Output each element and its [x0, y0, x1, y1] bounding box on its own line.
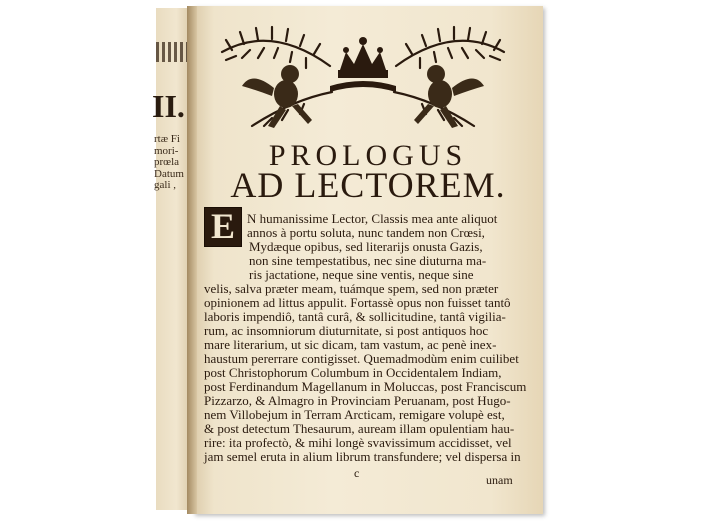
book-gutter — [187, 6, 197, 514]
left-page-line: mori- — [154, 144, 179, 157]
catchword: unam — [486, 473, 513, 487]
body-line: annos à portu soluta, nunc tandem non Crœsi, — [247, 225, 485, 240]
body-line: mare literarium, ut sic dicam, tam vastum, ac penè inex- — [204, 337, 497, 352]
left-page-text — [154, 134, 184, 192]
left-page-heading: II. — [152, 88, 185, 124]
left-page-line: rtæ Fi — [154, 133, 180, 145]
body-line: velis, salva præter meam, tuámque spem, sed non præter — [204, 281, 499, 296]
ornamental-drop-cap — [204, 207, 242, 247]
body-line: non sine tempestatibus, nec sine diuturna ma- — [249, 253, 487, 268]
body-line: post Ferdinandum Magellanum in Moluccas, post Franciscum — [204, 379, 527, 394]
cherub-right — [414, 65, 484, 128]
body-line: rum, ac insomniorum diuturnitate, si post antiquos hoc — [204, 323, 489, 338]
body-line: haustum pererrare contigisset. Quemadmodùm enim cuilibet — [204, 351, 519, 366]
left-page-line: prœla — [154, 156, 180, 168]
body-line: Pizzarzo, & Almagro in Provinciam Peruanam, post Hugo- — [204, 393, 511, 408]
body-line: laboris impendiô, tantâ curâ, & sollicitudine, tantâ vigilia- — [204, 309, 506, 324]
body-line: jam semel eruta in alium librum transfundere; vel dispersa in — [204, 449, 521, 464]
body-line: post Christophorum Columbum in Occidentalem Indiam, — [204, 365, 502, 380]
body-line: Mydæque opibus, sed literarijs onusta Gazis, — [249, 239, 483, 254]
left-page-line: gali , — [154, 179, 176, 191]
body-line: ris jactatione, neque sine ventis, neque sine — [249, 267, 474, 282]
prologus-title: PROLOGUS — [268, 139, 468, 172]
drop-cap-letter: E — [210, 206, 235, 246]
cherub-crown-headpiece — [212, 30, 514, 134]
signature-mark: c — [354, 466, 360, 480]
body-line: N humanissime Lector, Classis mea ante aliquot — [247, 211, 498, 226]
body-line: nem Villobejum in Terram Arcticam, remigare volupè est, — [204, 407, 505, 422]
body-line: opinionem ad littus appulit. Fortassè opus non fuisset tantô — [204, 295, 511, 310]
body-line: & post detectum Thesaurum, auream illam opulentiam hau- — [204, 421, 515, 436]
body-line: rire: ita profectò, & mihi longè svavissimum accidisset, vel — [204, 435, 512, 450]
ad-lectorem-title: AD LECTOREM. — [230, 165, 506, 205]
crown — [338, 37, 388, 78]
left-page-line: Datum — [154, 167, 184, 180]
cherub-left — [242, 65, 312, 128]
